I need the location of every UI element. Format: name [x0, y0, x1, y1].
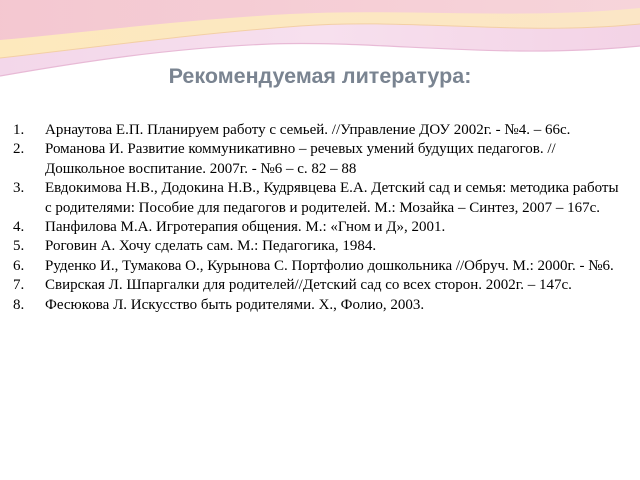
list-item-text: Роговин А. Хочу сделать сам. М.: Педагогика, 1984. — [45, 238, 377, 255]
list-item — [13, 237, 627, 256]
list-item-text: Фесюкова Л. Искусство быть родителями. Х., Фолио, 2003. — [45, 296, 425, 313]
list-item-number: 3. — [13, 180, 25, 197]
list-item-number: 4. — [13, 219, 25, 236]
reference-list — [13, 121, 627, 315]
list-item — [13, 257, 627, 276]
list-item — [13, 218, 627, 237]
list-item-number: 5. — [13, 238, 25, 255]
list-item-number: 7. — [13, 277, 25, 294]
list-item-text: Евдокимова Н.В., Додокина Н.В., Кудрявцева Е.А. Детский сад и семья: методика работы с родителями: Пособие для педагогов и родителей. М.: Мозайка – Синтез, 2007 – 167с. — [45, 180, 619, 216]
list-item-text: Панфилова М.А. Игротерапия общения. М.: «Гном и Д», 2001. — [45, 219, 446, 236]
list-item-text: Свирская Л. Шпаргалки для родителей//Детский сад со всех сторон. 2002г. – 147с. — [45, 277, 572, 294]
list-item-number: 8. — [13, 296, 25, 313]
list-item — [13, 179, 627, 218]
list-item — [13, 276, 627, 295]
list-item-number: 6. — [13, 257, 25, 274]
list-item-text: Руденко И., Тумакова О., Курынова С. Портфолио дошкольника //Обруч. М.: 2000г. - №6. — [45, 257, 614, 274]
list-item — [13, 140, 627, 179]
list-item-text: Арнаутова Е.П. Планируем работу с семьей. //Управление ДОУ 2002г. - №4. – 66с. — [45, 122, 571, 138]
list-item-number: 1. — [13, 122, 25, 138]
slide-title: Рекомендуемая литература: — [168, 64, 472, 88]
list-item-text: Романова И. Развитие коммуникативно – речевых умений будущих педагогов. // Дошкольное воспитание. 2007г. - №6 – с. 82 – 88 — [45, 141, 556, 177]
list-item — [13, 121, 627, 140]
list-item-number: 2. — [13, 141, 25, 158]
list-item — [13, 296, 627, 315]
